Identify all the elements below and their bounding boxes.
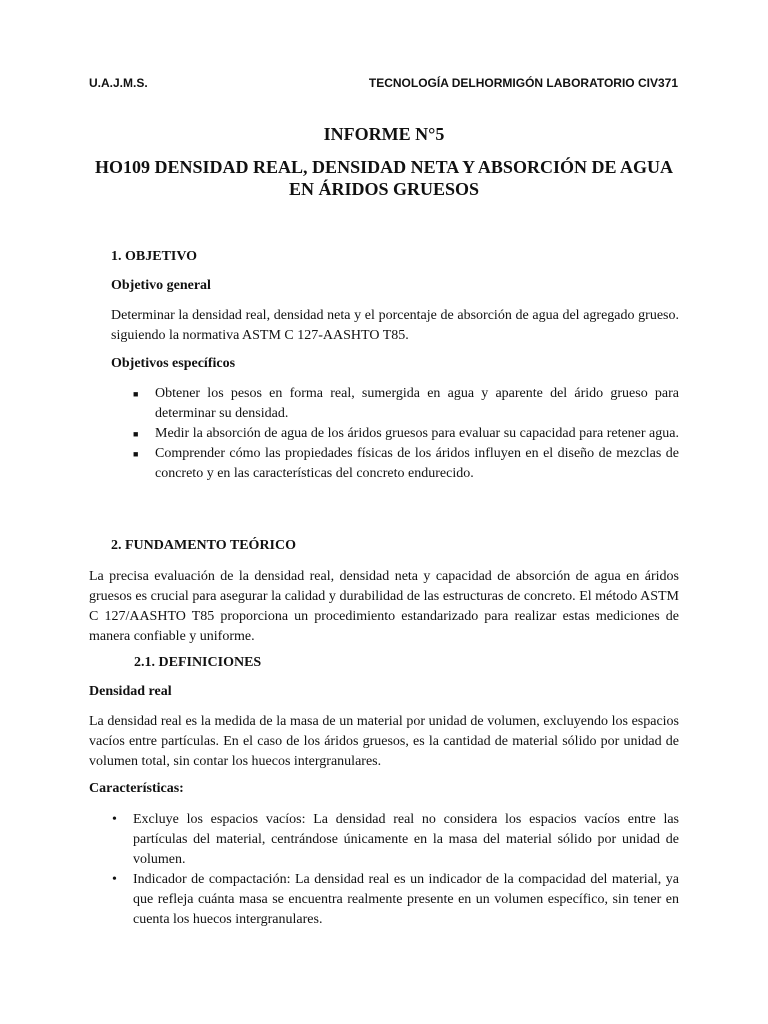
bullet-icon: • [112,872,117,887]
objective-general-paragraph: Determinar la densidad real, densidad neta y el porcentaje de absorción de agua del agregado grueso. siguiendo la normativa ASTM C 127-AASHTO T85. [111,308,679,343]
density-paragraph: La densidad real es la medida de la masa de un material por unidad de volumen, excluyendo los espacios vacíos entre partículas. En el caso de los áridos gruesos, es la cantidad de material sólido por unidad de volumen total, sin contar los huecos intergranulares. [89,714,679,769]
characteristics-list [112,810,679,930]
subtitle-line-2: EN ÁRIDOS GRUESOS [288,179,480,199]
section-1-heading: 1. OBJETIVO [111,249,198,264]
list-item: ■ Comprender cómo las propiedades físicas de los áridos influyen en el diseño de mezclas de concreto y en las características del concreto endurecido. [133,446,679,481]
definitions-heading: 2.1. DEFINICIONES [134,655,262,670]
objective-specific-label: Objetivos específicos [111,356,236,371]
list-item: • Indicador de compactación: La densidad real es un indicador de la compacidad del material, ya que refleja cuánta masa se encuentra realmente presente en un volumen específico, sin tener en cuenta los huecos intergranulares. [112,872,679,927]
theory-intro [89,567,679,647]
subtitle-line-1: HO109 DENSIDAD REAL, DENSIDAD NETA Y ABSORCIÓN DE AGUA [95,157,673,177]
square-bullet-icon: ■ [133,389,139,399]
objective-general-text [111,306,679,346]
objective-specific-list [134,384,679,484]
list-item: ■ Obtener los pesos en forma real, sumergida en agua y aparente del árido grueso para determinar su densidad. [133,386,679,421]
density-text [89,712,679,772]
square-bullet-icon: ■ [133,429,139,439]
report-subtitle [0,156,768,200]
report-title: INFORME N°5 [323,124,445,144]
density-label: Densidad real [89,684,172,699]
list-item: ■ Medir la absorción de agua de los áridos gruesos para evaluar su capacidad para retener agua. [134,424,679,444]
header-course: TECNOLOGÍA DELHORMIGÓN LABORATORIO CIV371 [368,76,678,90]
list-item: • Excluye los espacios vacíos: La densidad real no considera los espacios vacíos entre las partículas del material, centrándose únicamente en la masa del material sólido por unidad de volumen. [112,812,679,867]
header-university: U.A.J.M.S. [89,76,148,90]
square-bullet-icon: ■ [133,449,139,459]
bullet-icon: • [112,812,117,827]
objective-general-label: Objetivo general [111,278,211,293]
characteristics-label: Características: [89,781,184,796]
section-2-heading: 2. FUNDAMENTO TEÓRICO [111,538,297,553]
theory-intro-paragraph: La precisa evaluación de la densidad real, densidad neta y capacidad de absorción de agua en áridos gruesos es crucial para asegurar la calidad y durabilidad de las estructuras de concreto. El método ASTM C 127/AASHTO T85 proporciona un procedimiento estandarizado para realizar estas mediciones de manera confiable y uniforme. [89,569,679,644]
